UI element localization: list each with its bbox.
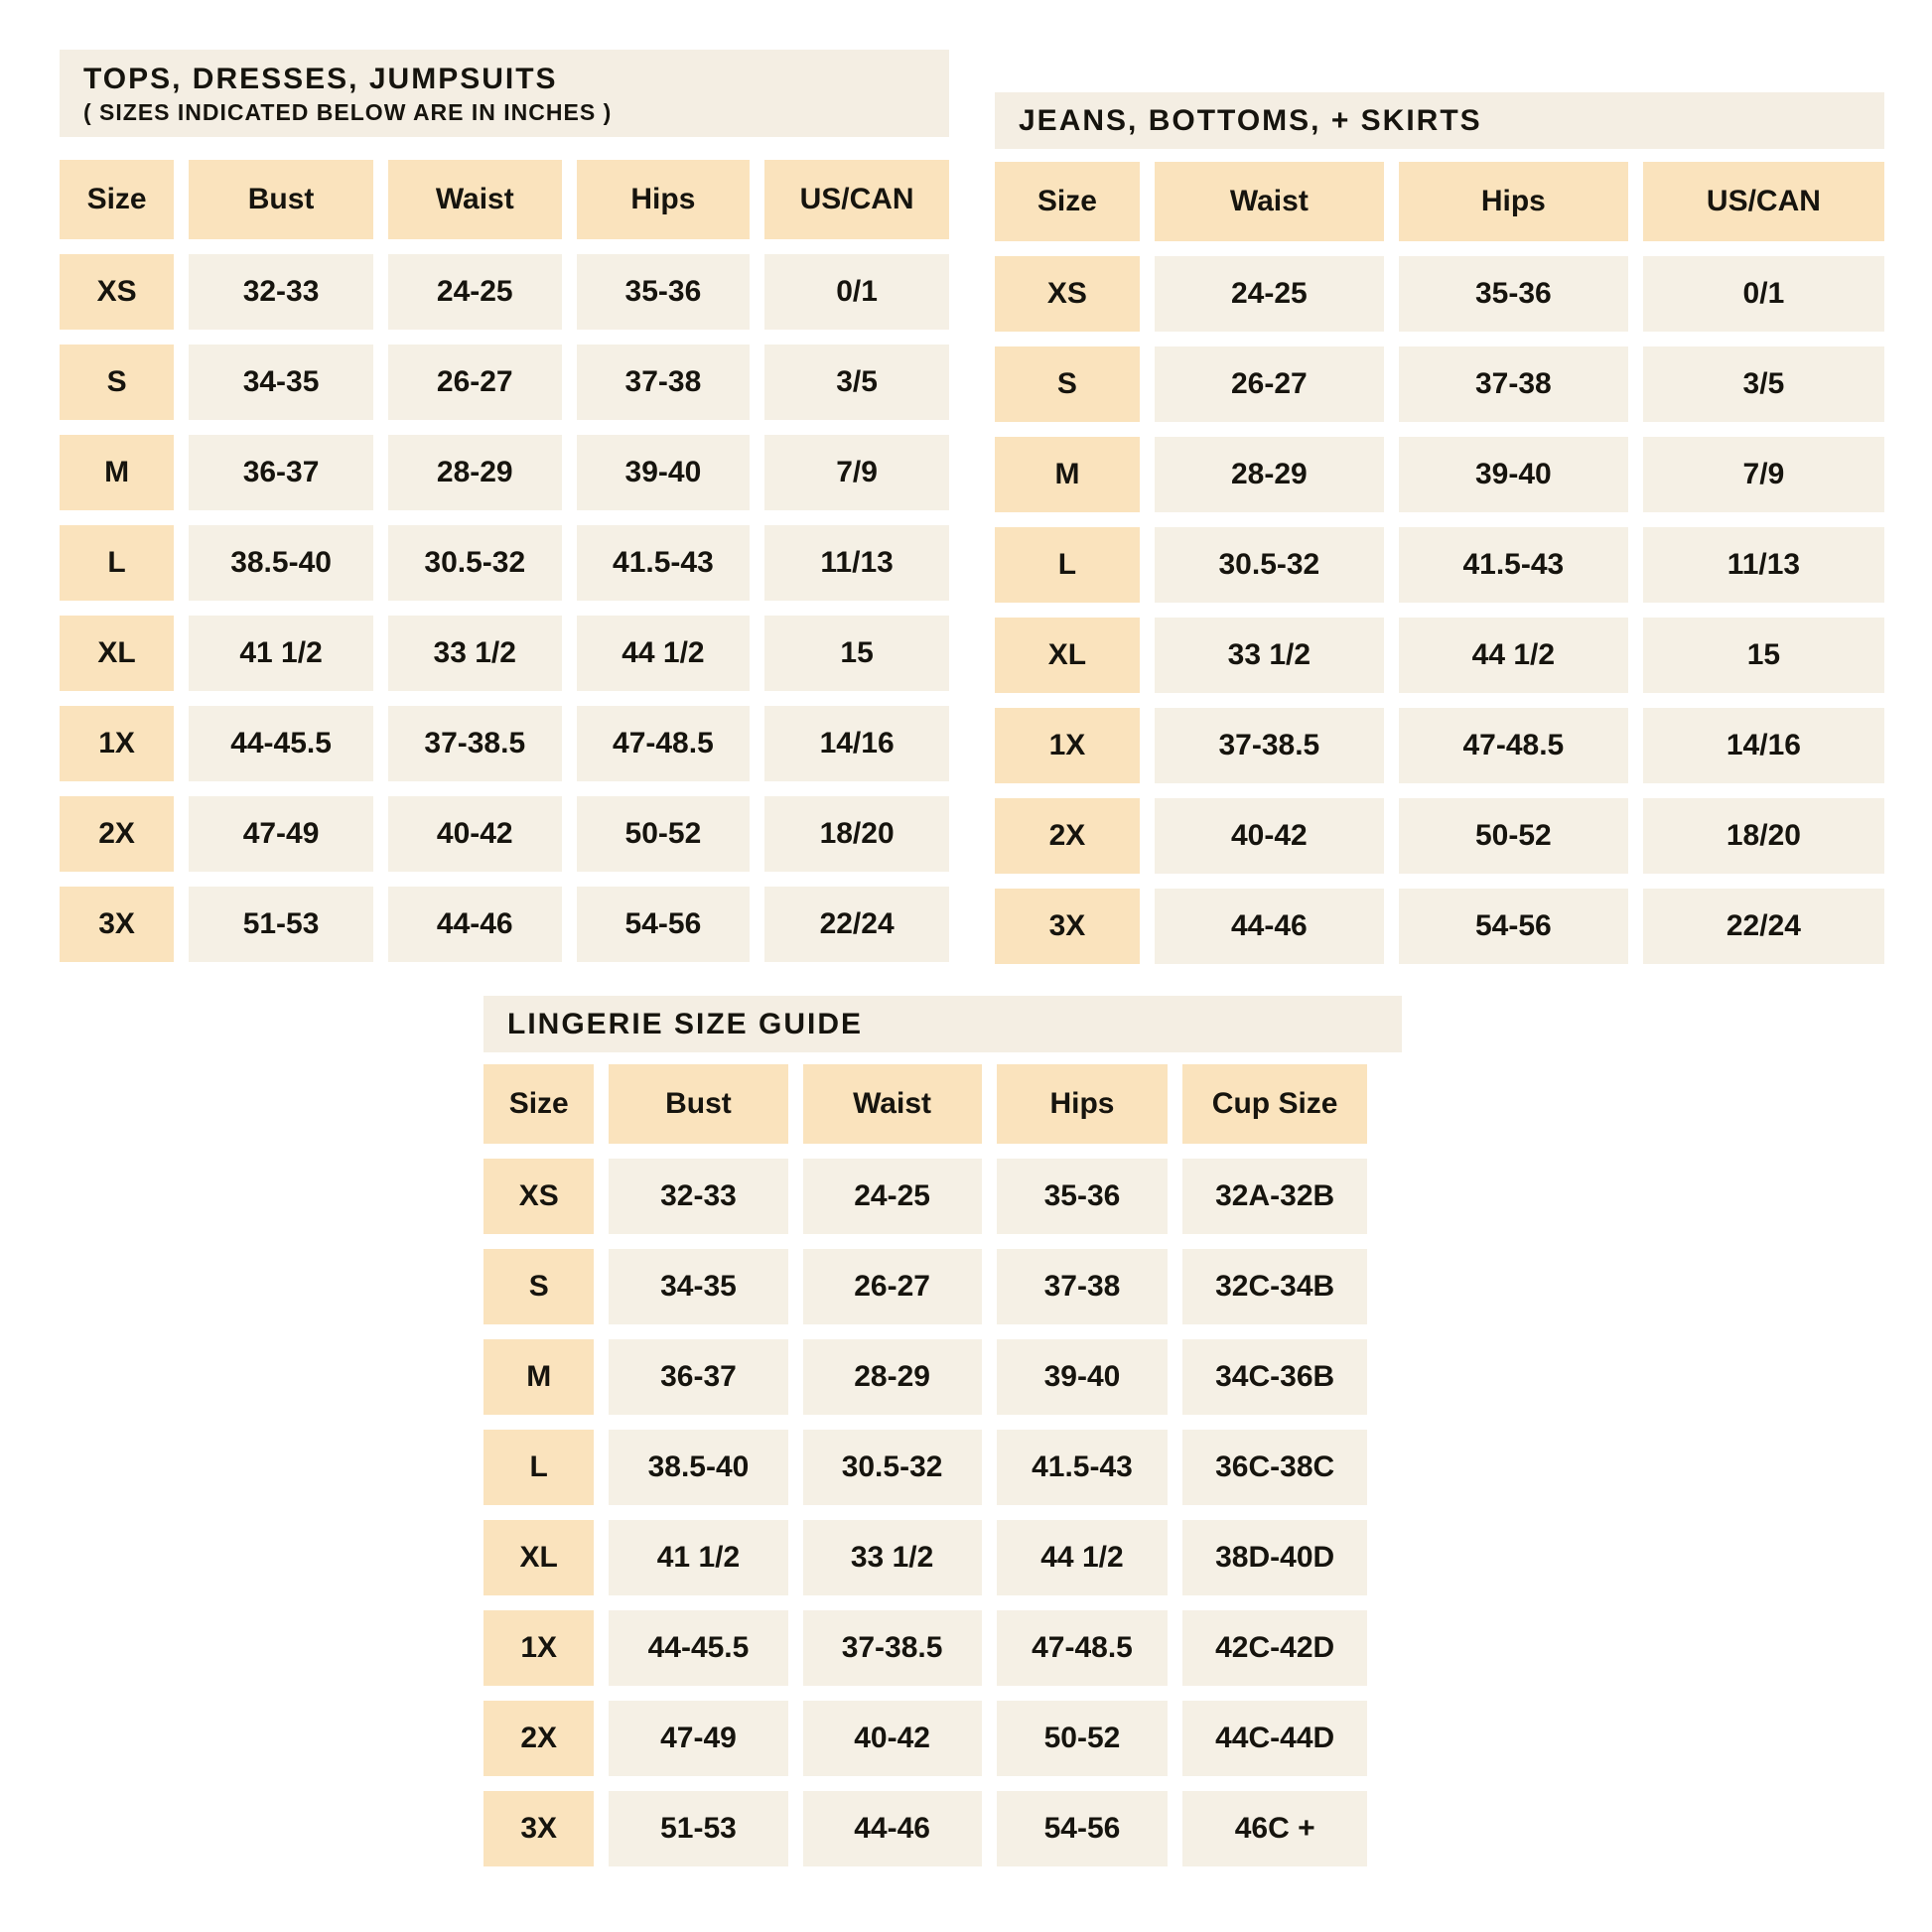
size-label-cell: XS: [483, 1159, 594, 1234]
jeans-table-title: JEANS, BOTTOMS, + SKIRTS: [1019, 104, 1482, 137]
measurement-cell: 22/24: [1643, 889, 1884, 964]
measurement-cell: 44 1/2: [997, 1520, 1169, 1595]
size-label-cell: L: [483, 1430, 594, 1505]
measurement-cell: 47-49: [609, 1701, 787, 1776]
tops-table-title: TOPS, DRESSES, JUMPSUITS: [83, 63, 558, 95]
measurement-cell: 22/24: [764, 887, 949, 962]
section-tops-dresses-jumpsuits: [60, 50, 949, 962]
measurement-cell: 30.5-32: [388, 525, 562, 601]
size-label-cell: L: [995, 527, 1140, 603]
section-lingerie-size-guide: [483, 996, 1367, 1866]
tops-title-block: [60, 50, 949, 137]
measurement-cell: 0/1: [1643, 256, 1884, 332]
measurement-cell: 33 1/2: [388, 616, 562, 691]
measurement-cell: 18/20: [1643, 798, 1884, 874]
measurement-cell: 41 1/2: [189, 616, 373, 691]
measurement-cell: 32C-34B: [1182, 1249, 1367, 1324]
size-label-cell: 3X: [995, 889, 1140, 964]
measurement-cell: 35-36: [1399, 256, 1628, 332]
measurement-cell: 11/13: [1643, 527, 1884, 603]
measurement-cell: 37-38.5: [388, 706, 562, 781]
lingerie-title-block: [483, 996, 1402, 1052]
measurement-cell: 50-52: [997, 1701, 1169, 1776]
measurement-cell: 36-37: [189, 435, 373, 510]
measurement-cell: 30.5-32: [1155, 527, 1384, 603]
measurement-cell: 15: [1643, 618, 1884, 693]
size-label-cell: 1X: [60, 706, 174, 781]
column-header-hips: Hips: [577, 160, 751, 239]
measurement-cell: 37-38.5: [803, 1610, 982, 1686]
size-label-cell: 3X: [483, 1791, 594, 1866]
measurement-cell: 41.5-43: [1399, 527, 1628, 603]
measurement-cell: 34-35: [609, 1249, 787, 1324]
measurement-cell: 0/1: [764, 254, 949, 330]
measurement-cell: 26-27: [1155, 346, 1384, 422]
measurement-cell: 51-53: [609, 1791, 787, 1866]
size-label-cell: 2X: [483, 1701, 594, 1776]
lingerie-table-title: LINGERIE SIZE GUIDE: [507, 1008, 864, 1040]
measurement-cell: 14/16: [764, 706, 949, 781]
measurement-cell: 35-36: [577, 254, 751, 330]
column-header-size: Size: [483, 1064, 594, 1144]
size-label-cell: M: [60, 435, 174, 510]
column-header-waist: Waist: [803, 1064, 982, 1144]
measurement-cell: 38.5-40: [609, 1430, 787, 1505]
measurement-cell: 41.5-43: [997, 1430, 1169, 1505]
measurement-cell: 46C +: [1182, 1791, 1367, 1866]
measurement-cell: 37-38: [577, 345, 751, 420]
measurement-cell: 15: [764, 616, 949, 691]
jeans-size-table: [995, 162, 1884, 964]
tops-table-subtitle: ( SIZES INDICATED BELOW ARE IN INCHES ): [83, 99, 613, 125]
measurement-cell: 44 1/2: [577, 616, 751, 691]
size-label-cell: XS: [995, 256, 1140, 332]
column-header-us-can: US/CAN: [764, 160, 949, 239]
size-label-cell: S: [60, 345, 174, 420]
measurement-cell: 38.5-40: [189, 525, 373, 601]
measurement-cell: 36-37: [609, 1339, 787, 1415]
measurement-cell: 44-45.5: [189, 706, 373, 781]
measurement-cell: 39-40: [577, 435, 751, 510]
measurement-cell: 44-46: [1155, 889, 1384, 964]
measurement-cell: 54-56: [997, 1791, 1169, 1866]
measurement-cell: 28-29: [388, 435, 562, 510]
measurement-cell: 44-45.5: [609, 1610, 787, 1686]
measurement-cell: 44C-44D: [1182, 1701, 1367, 1776]
measurement-cell: 34-35: [189, 345, 373, 420]
column-header-hips: Hips: [997, 1064, 1169, 1144]
column-header-hips: Hips: [1399, 162, 1628, 241]
column-header-us-can: US/CAN: [1643, 162, 1884, 241]
measurement-cell: 35-36: [997, 1159, 1169, 1234]
size-label-cell: L: [60, 525, 174, 601]
measurement-cell: 41 1/2: [609, 1520, 787, 1595]
size-label-cell: XS: [60, 254, 174, 330]
size-label-cell: 1X: [995, 708, 1140, 783]
measurement-cell: 32-33: [609, 1159, 787, 1234]
measurement-cell: 40-42: [388, 796, 562, 872]
measurement-cell: 37-38.5: [1155, 708, 1384, 783]
column-header-waist: Waist: [1155, 162, 1384, 241]
measurement-cell: 47-48.5: [1399, 708, 1628, 783]
measurement-cell: 42C-42D: [1182, 1610, 1367, 1686]
size-label-cell: 1X: [483, 1610, 594, 1686]
measurement-cell: 54-56: [1399, 889, 1628, 964]
measurement-cell: 14/16: [1643, 708, 1884, 783]
measurement-cell: 11/13: [764, 525, 949, 601]
measurement-cell: 7/9: [764, 435, 949, 510]
measurement-cell: 44-46: [388, 887, 562, 962]
measurement-cell: 50-52: [577, 796, 751, 872]
size-label-cell: S: [483, 1249, 594, 1324]
measurement-cell: 44 1/2: [1399, 618, 1628, 693]
measurement-cell: 33 1/2: [803, 1520, 982, 1595]
measurement-cell: 32A-32B: [1182, 1159, 1367, 1234]
section-jeans-bottoms-skirts: [995, 92, 1884, 964]
measurement-cell: 40-42: [803, 1701, 982, 1776]
size-label-cell: M: [995, 437, 1140, 512]
size-label-cell: XL: [60, 616, 174, 691]
lingerie-size-table: [483, 1064, 1367, 1866]
measurement-cell: 51-53: [189, 887, 373, 962]
measurement-cell: 26-27: [388, 345, 562, 420]
measurement-cell: 28-29: [1155, 437, 1384, 512]
measurement-cell: 40-42: [1155, 798, 1384, 874]
measurement-cell: 47-48.5: [997, 1610, 1169, 1686]
measurement-cell: 30.5-32: [803, 1430, 982, 1505]
measurement-cell: 24-25: [1155, 256, 1384, 332]
measurement-cell: 39-40: [997, 1339, 1169, 1415]
measurement-cell: 33 1/2: [1155, 618, 1384, 693]
measurement-cell: 37-38: [1399, 346, 1628, 422]
measurement-cell: 18/20: [764, 796, 949, 872]
measurement-cell: 44-46: [803, 1791, 982, 1866]
size-label-cell: XL: [995, 618, 1140, 693]
measurement-cell: 28-29: [803, 1339, 982, 1415]
column-header-bust: Bust: [189, 160, 373, 239]
measurement-cell: 47-48.5: [577, 706, 751, 781]
measurement-cell: 36C-38C: [1182, 1430, 1367, 1505]
size-label-cell: 2X: [60, 796, 174, 872]
measurement-cell: 34C-36B: [1182, 1339, 1367, 1415]
size-label-cell: S: [995, 346, 1140, 422]
measurement-cell: 50-52: [1399, 798, 1628, 874]
measurement-cell: 7/9: [1643, 437, 1884, 512]
jeans-title-block: [995, 92, 1884, 149]
column-header-size: Size: [60, 160, 174, 239]
measurement-cell: 3/5: [764, 345, 949, 420]
size-label-cell: 2X: [995, 798, 1140, 874]
measurement-cell: 26-27: [803, 1249, 982, 1324]
column-header-cup-size: Cup Size: [1182, 1064, 1367, 1144]
measurement-cell: 47-49: [189, 796, 373, 872]
tops-size-table: [60, 160, 949, 962]
column-header-waist: Waist: [388, 160, 562, 239]
column-header-bust: Bust: [609, 1064, 787, 1144]
measurement-cell: 54-56: [577, 887, 751, 962]
measurement-cell: 24-25: [388, 254, 562, 330]
measurement-cell: 32-33: [189, 254, 373, 330]
measurement-cell: 39-40: [1399, 437, 1628, 512]
size-label-cell: M: [483, 1339, 594, 1415]
size-label-cell: XL: [483, 1520, 594, 1595]
measurement-cell: 24-25: [803, 1159, 982, 1234]
column-header-size: Size: [995, 162, 1140, 241]
measurement-cell: 41.5-43: [577, 525, 751, 601]
measurement-cell: 3/5: [1643, 346, 1884, 422]
measurement-cell: 37-38: [997, 1249, 1169, 1324]
measurement-cell: 38D-40D: [1182, 1520, 1367, 1595]
size-label-cell: 3X: [60, 887, 174, 962]
